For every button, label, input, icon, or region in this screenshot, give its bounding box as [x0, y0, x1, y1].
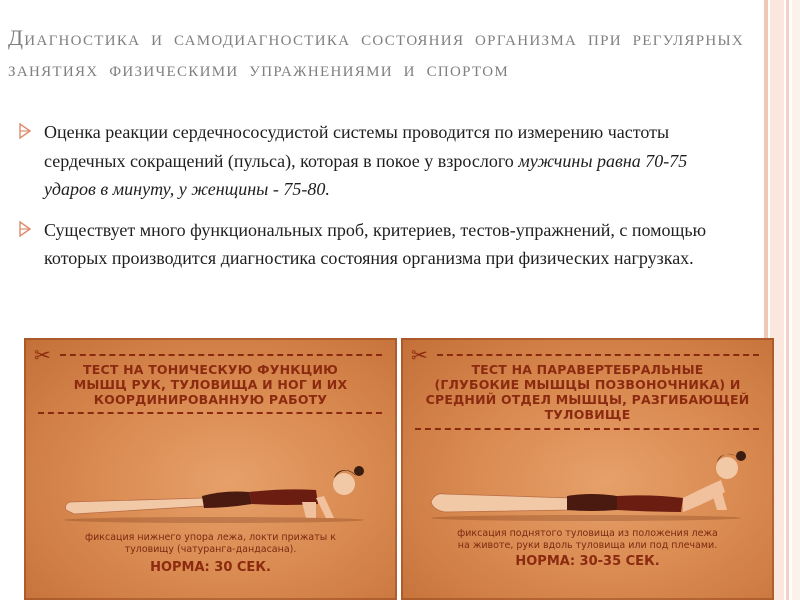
panel-heading: ТЕСТ НА ТОНИЧЕСКУЮ ФУНКЦИЮ МЫШЦ РУК, ТУЛОВИЩА И НОГ И ИХ КООРДИНИРОВАННУЮ РАБОТУ — [73, 362, 348, 407]
bullet-leaf-icon — [18, 122, 32, 140]
slide-title: Диагностика и самодиагностика состояния организма при регулярных занятиях физическими упражнениями и спортом — [8, 25, 745, 81]
bullet-item — [16, 216, 728, 273]
exercise-panel-back-extension — [401, 338, 774, 600]
back-extension-pose-figure — [421, 446, 761, 526]
decorative-stripe — [786, 0, 789, 600]
panel-heading: ТЕСТ НА ПАРАВЕРТЕБРАЛЬНЫЕ (ГЛУБОКИЕ МЫШЦЫ ПОЗВОНОЧНИКА) И СРЕДНИЙ ОТДЕЛ МЫШЦЫ, РАЗГИБАЮЩЕЙ ТУЛОВИЩЕ — [425, 362, 750, 422]
dashed-divider — [437, 354, 759, 356]
bullet-list — [16, 118, 728, 273]
dashed-divider — [38, 412, 382, 414]
bullet-item — [16, 118, 728, 204]
dashed-divider — [415, 428, 759, 430]
plank-pose-figure — [54, 454, 374, 524]
scissors-icon: ✂ — [411, 343, 428, 367]
panel-norm: НОРМА: 30 СЕК. — [150, 560, 271, 575]
panel-caption: фиксация поднятого туловища из положения лежа на животе, руки вдоль туловища или под плечами. — [457, 528, 718, 551]
scissors-icon: ✂ — [34, 343, 51, 367]
panel-caption: фиксация нижнего упора лежа, локти прижаты к туловищу (чатуранга-дандасана). — [84, 532, 337, 555]
decorative-stripe — [792, 0, 800, 600]
bullet-text: Существует много функциональных проб, критериев, тестов-упражнений, с помощью которых производится диагностика состояния организма при физических нагрузках. — [44, 219, 707, 268]
bullet-text: Оценка реакции сердечнососудистой системы проводится по измерению частоты сердечных сокращений (пульса), которая в покое у взрослого — [44, 122, 670, 171]
panel-norm: НОРМА: 30-35 СЕК. — [515, 554, 660, 569]
bullet-leaf-icon — [18, 220, 32, 238]
exercise-panel-plank — [24, 338, 397, 600]
dashed-divider — [60, 354, 382, 356]
bullet-text-italic: мужчины равна 70-75 ударов в минуту, у женщины - 75-80. — [44, 150, 688, 199]
